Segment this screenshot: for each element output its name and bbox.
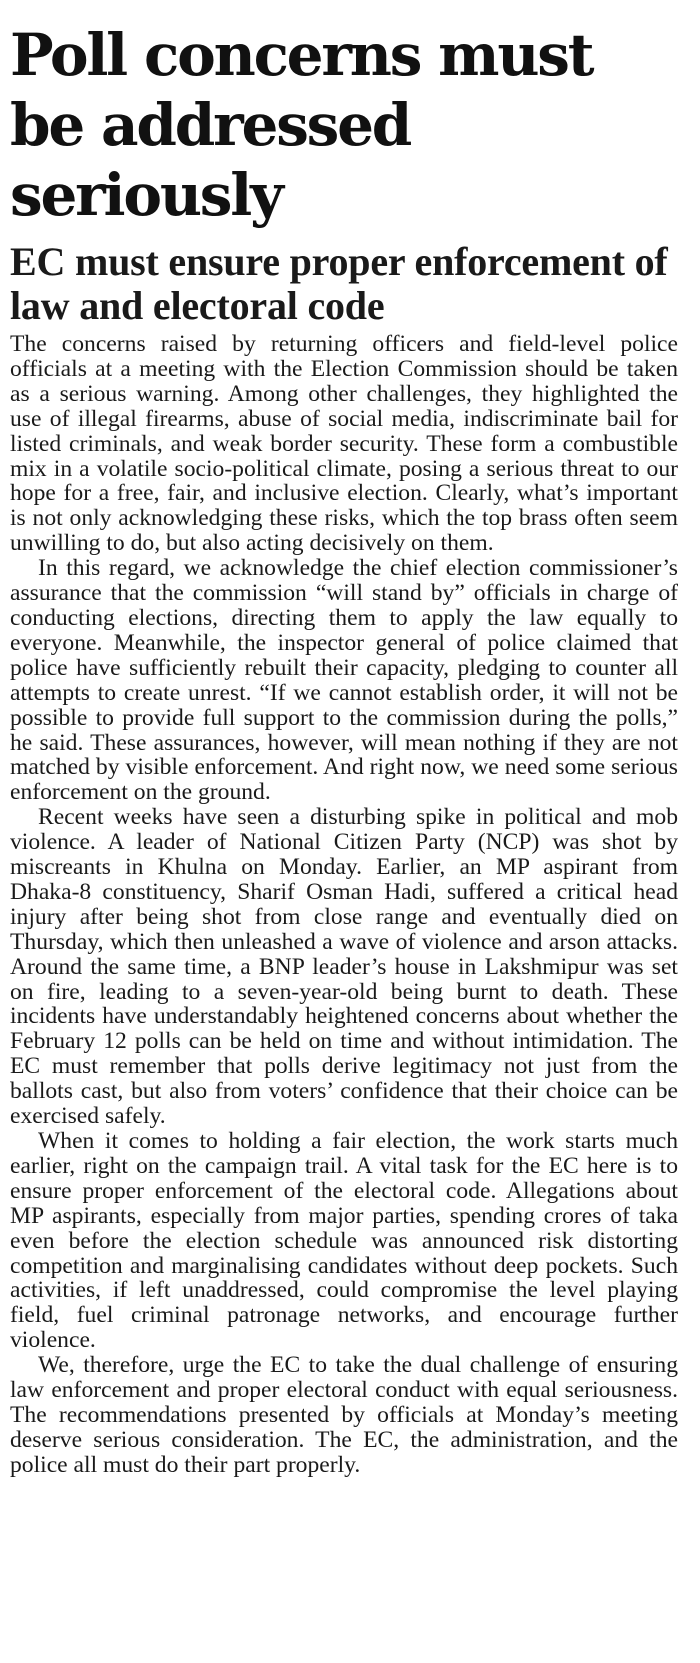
subheadline: EC must ensure proper enforcement of law and electoral code [10,239,668,328]
paragraph-4: When it comes to holding a fair election, the work starts much earlier, right on the campaign trail. A vital task for the EC here is to ensure proper enforcement of the electoral code. Allegations about MP aspirants, especially from major parties, spending crores of taka even before the election schedule was announced risk distorting competition and marginalising candidates without deep pockets. Such activities, if left unaddressed, could compromise the level playing field, fuel criminal patronage networks, and encourage further violence. [10,1128,678,1354]
headline: Poll concerns must be addressed seriously [10,21,593,229]
paragraph-5: We, therefore, urge the EC to take the dual challenge of ensuring law enforcement and proper electoral conduct with equal seriousness. The recommendations presented by officials at Monday’s meeting deserve serious consideration. The EC, the administration, and the police all must do their part properly. [10,1352,678,1478]
paragraph-1: The concerns raised by returning officers and field-level police officials at a meeting with the Election Commission should be taken as a serious warning. Among other challenges, they highlighted the use of illegal firearms, abuse of social media, indiscriminate bail for listed criminals, and weak border security. These form a combustible mix in a volatile socio-political climate, posing a serious threat to our hope for a free, fair, and inclusive election. Clearly, what’s important is not only acknowledging these risks, which the top brass often seem unwilling to do, but also acting decisively on them. [10,331,678,557]
paragraph-2: In this regard, we acknowledge the chief election commissioner’s assurance that the commission “will stand by” officials in charge of conducting elections, directing them to apply the law equally to everyone. Meanwhile, the inspector general of police claimed that police have sufficiently rebuilt their capacity, pledging to counter all attempts to create unrest. “If we cannot establish order, it will not be possible to provide full support to the commission during the polls,” he said. These assurances, however, will mean nothing if they are not matched by visible enforcement. And right now, we need some serious enforcement on the ground. [10,555,678,806]
article-body [10,332,678,1478]
paragraph-3: Recent weeks have seen a disturbing spike in political and mob violence. A leader of National Citizen Party (NCP) was shot by miscreants in Khulna on Monday. Earlier, an MP aspirant from Dhaka-8 constituency, Sharif Osman Hadi, suffered a critical head injury after being shot from close range and eventually died on Thursday, which then unleashed a wave of violence and arson attacks. Around the same time, a BNP leader’s house in Lakshmipur was set on fire, leading to a seven-year-old being burnt to death. These incidents have understandably heightened concerns about whether the February 12 polls can be held on time and without intimidation. The EC must remember that polls derive legitimacy not just from the ballots cast, but also from voters’ confidence that their choice can be exercised safely. [10,804,678,1130]
